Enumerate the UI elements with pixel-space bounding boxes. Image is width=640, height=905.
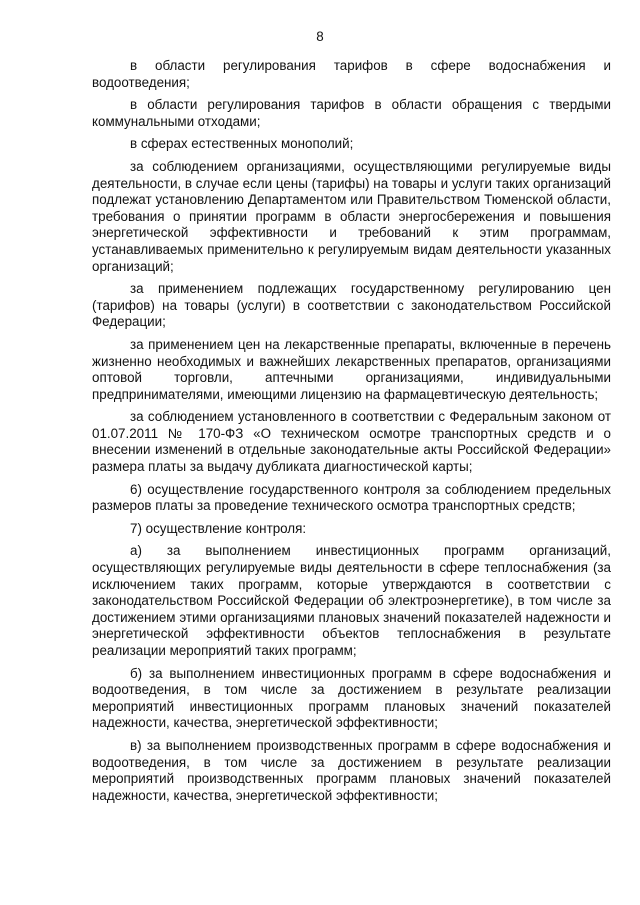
paragraph: в сферах естественных монополий; bbox=[130, 136, 354, 152]
paragraph: за соблюдением установленного в соответствии с Федеральным законом от 01.07.2011 № 170-ФЗ «О техническом осмотре транспортных средств и о внесении изменений в отдельные законодательные акты Российской Федерации» размера платы за выдачу дубликата диагностической карты; bbox=[92, 409, 611, 475]
paragraph: 6) осуществление государственного контроля за соблюдением предельных размеров платы за проведение технического осмотра транспортных средств; bbox=[92, 481, 611, 514]
paragraph: за соблюдением организациями, осуществляющими регулируемые виды деятельности, в случае если цены (тарифы) на товары и услуги таких организаций подлежат установлению Департаментом или Правительством Тюменской области, требования о принятии программ в области энергосбережения и повышения энергетической эффективности и требований к этим программам, устанавливаемых применительно к регулируемым видам деятельности указанных организаций; bbox=[92, 158, 611, 274]
page-number: 8 bbox=[316, 29, 324, 44]
paragraph: за применением подлежащих государственному регулированию цен (тарифов) на товары (услуги) в соответствии с законодательством Российской Федерации; bbox=[92, 281, 611, 330]
paragraph: б) за выполнением инвестиционных программ в сфере водоснабжения и водоотведения, в том числе за достижением в результате реализации мероприятий инвестиционных программ плановых значений показателей надежности, качества, энергетической эффективности; bbox=[92, 665, 611, 731]
paragraph: 7) осуществление контроля: bbox=[130, 520, 307, 536]
paragraph: за применением цен на лекарственные препараты, включенные в перечень жизненно необходимых и важнейших лекарственных препаратов, организациями оптовой торговли, аптечными организациями, индивидуальными предпринимателями, имеющими лицензию на фармацевтическую деятельность; bbox=[92, 336, 611, 402]
paragraph: в) за выполнением производственных программ в сфере водоснабжения и водоотведения, в том числе за достижением в результате реализации мероприятий производственных программ плановых значений показателей надежности, качества, энергетической эффективности; bbox=[92, 737, 611, 803]
paragraph: в области регулирования тарифов в сфере водоснабжения и водоотведения; bbox=[92, 58, 611, 90]
paragraph: в области регулирования тарифов в области обращения с твердыми коммунальными отходами; bbox=[92, 97, 611, 129]
paragraph: а) за выполнением инвестиционных программ организаций, осуществляющих регулируемые виды деятельности в сфере теплоснабжения (за исключением таких программ, которые утверждаются в соответствии с законодательством Российской Федерации об электроэнергетике), в том числе за достижением этими организациями плановых значений показателей надежности и энергетической эффективности объектов теплоснабжения в результате реализации мероприятий таких программ; bbox=[92, 543, 611, 658]
document-body bbox=[92, 58, 611, 810]
